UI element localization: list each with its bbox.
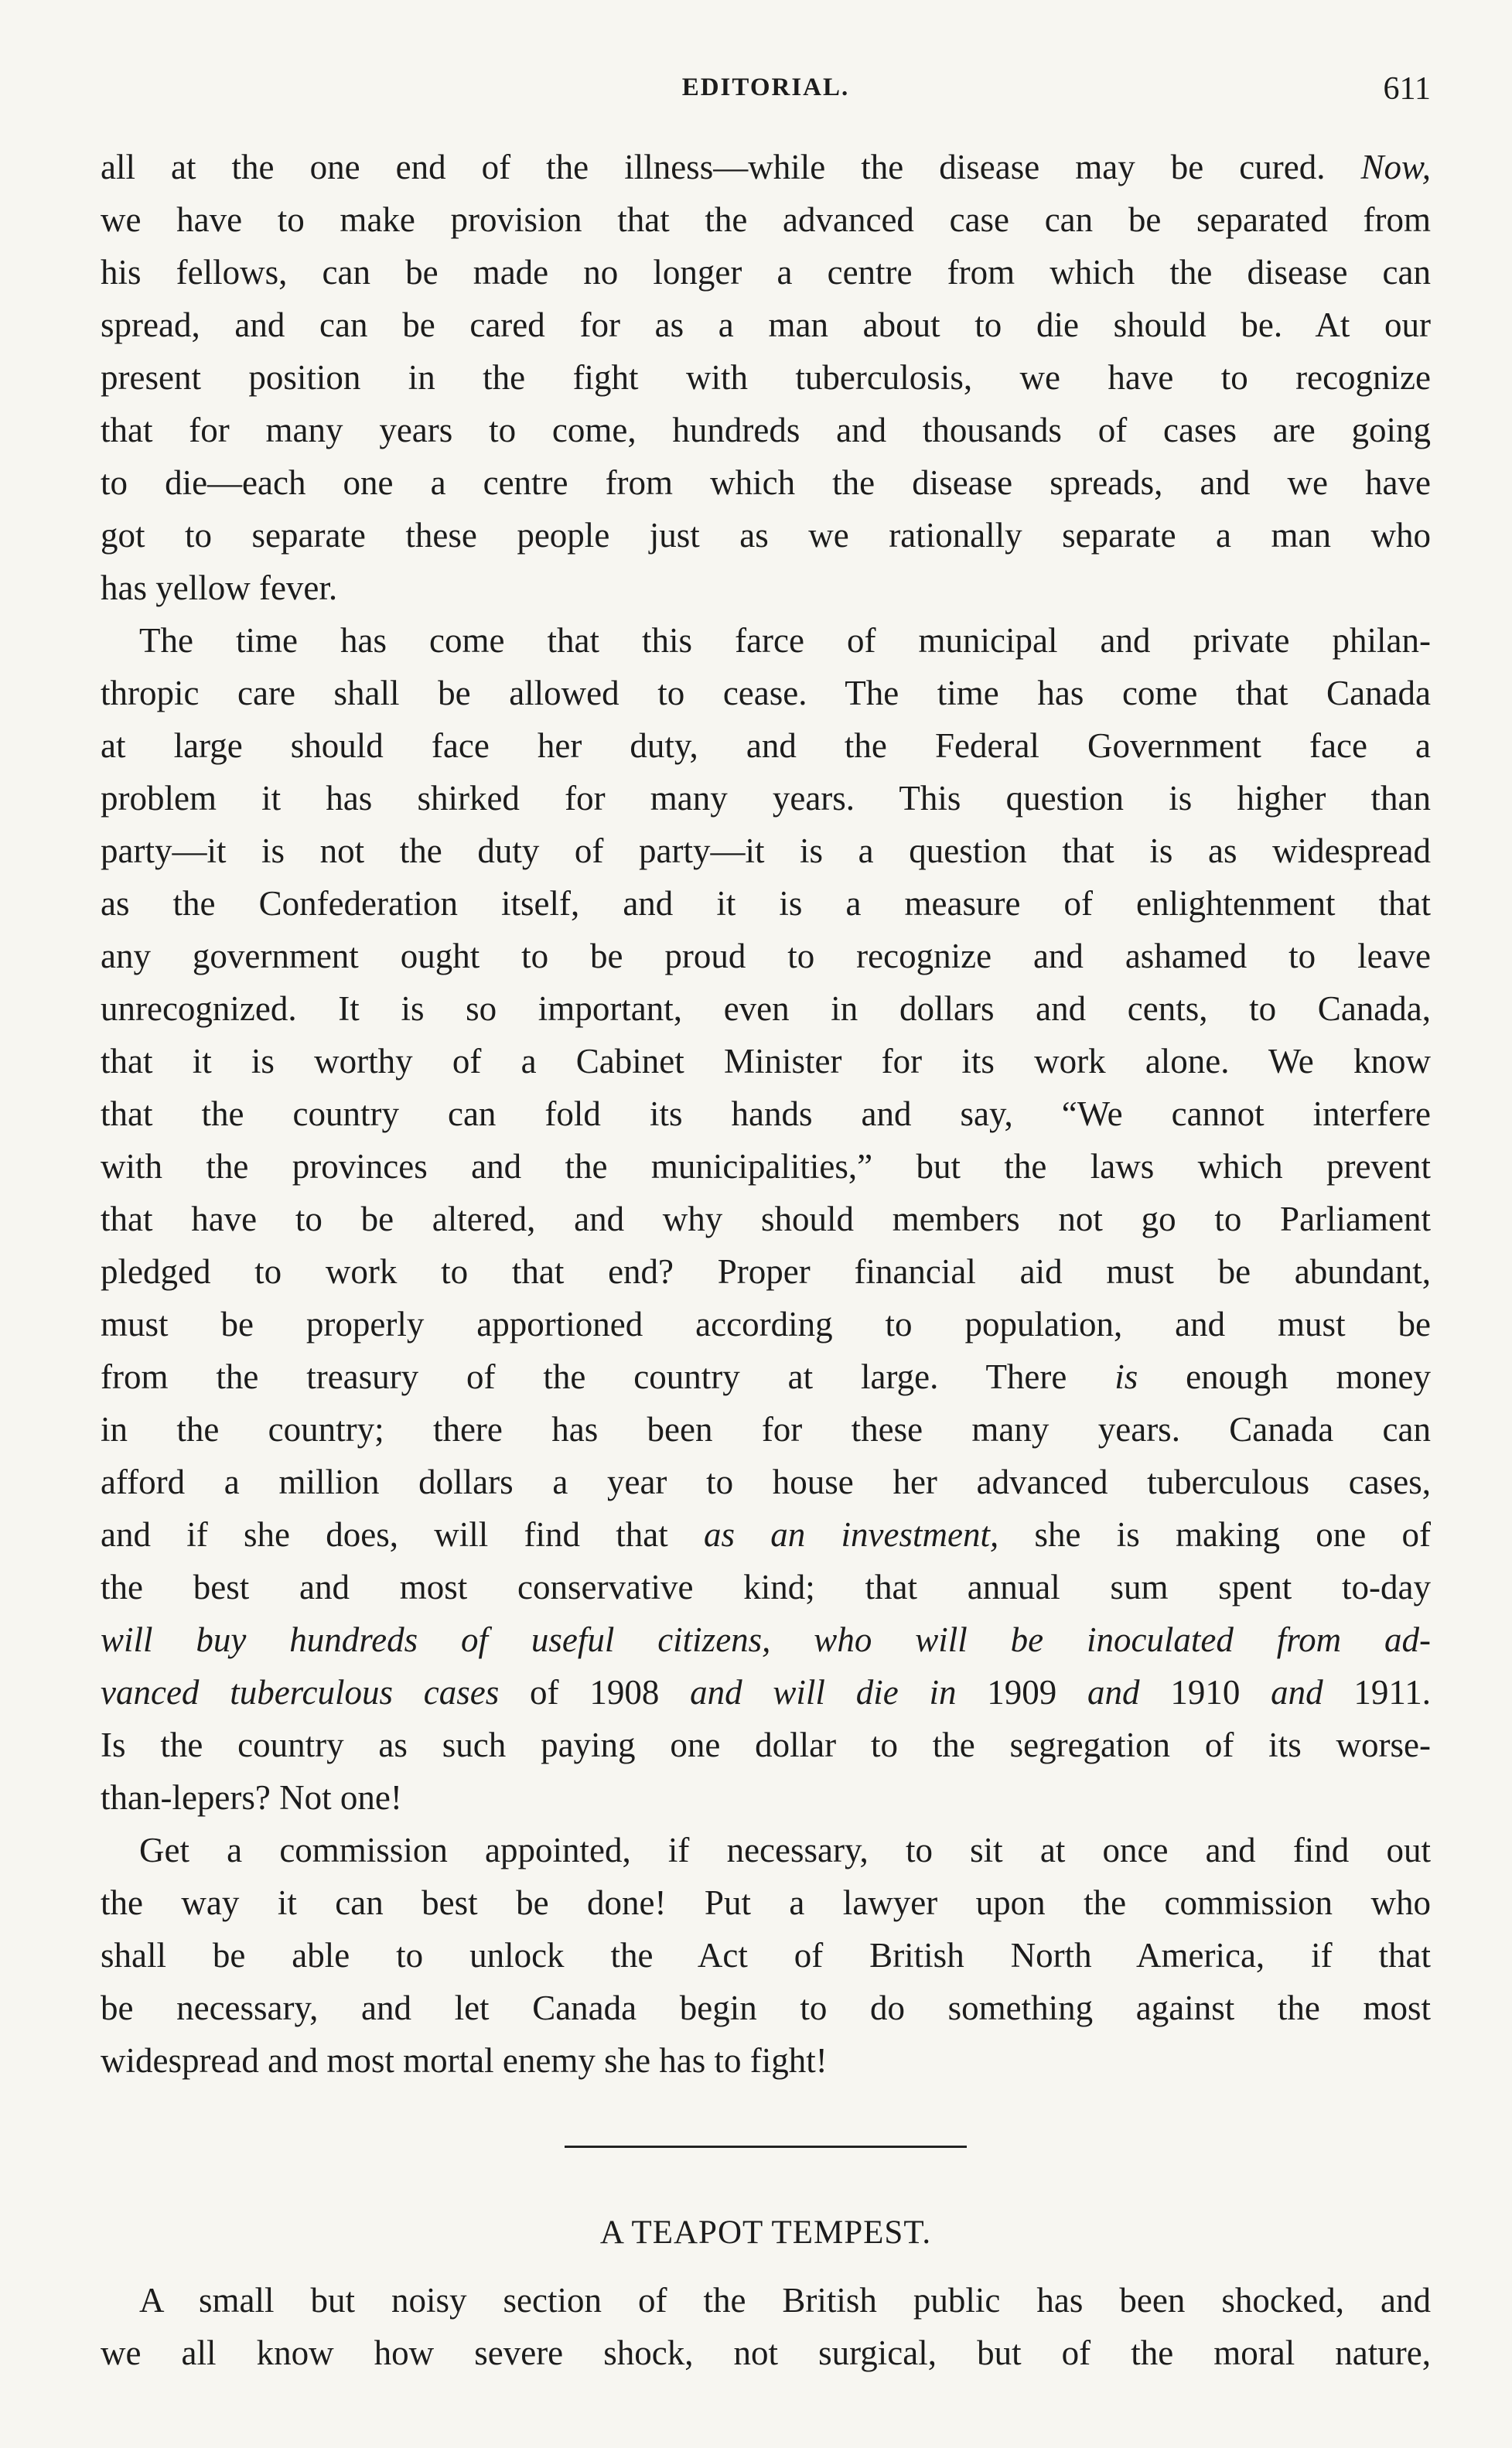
text-line: his fellows, can be made no longer a centre from which the disease can (101, 253, 1431, 292)
section-heading: A TEAPOT TEMPEST. (599, 2214, 932, 2251)
text-line: all at the one end of the illness—while the disease may be cured. Now, (101, 148, 1431, 186)
text-line: afford a million dollars a year to house her advanced tuberculous cases, (101, 1463, 1431, 1501)
text-line: to die—each one a centre from which the disease spreads, and we have (101, 463, 1431, 502)
text-line: widespread and most mortal enemy she has to fight! (101, 2041, 828, 2080)
text-line: that the country can fold its hands and say, “We cannot interfere (101, 1094, 1431, 1133)
text-line: than-lepers? Not one! (101, 1778, 402, 1817)
text-line: got to separate these people just as we rationally separate a man who (101, 516, 1431, 555)
text-line: at large should face her duty, and the Federal Government face a (101, 726, 1431, 765)
text-line: that have to be altered, and why should members not go to Parliament (101, 1200, 1431, 1238)
text-line: present position in the fight with tuberculosis, we have to recognize (101, 358, 1431, 397)
text-line: as the Confederation itself, and it is a measure of enlightenment that (101, 884, 1431, 923)
text-line: A small but noisy section of the British public has been shocked, and (139, 2281, 1431, 2320)
text-line: The time has come that this farce of municipal and private philan- (139, 621, 1431, 660)
text-line: with the provinces and the municipalities,” but the laws which prevent (101, 1147, 1431, 1186)
text-line: any government ought to be proud to recognize and ashamed to leave (101, 937, 1431, 975)
text-line: that for many years to come, hundreds and thousands of cases are going (101, 411, 1431, 449)
text-line: Is the country as such paying one dollar to the segregation of its worse- (101, 1726, 1431, 1764)
text-line: party—it is not the duty of party—it is a question that is as widespread (101, 831, 1431, 870)
text-line: pledged to work to that end? Proper financial aid must be abundant, (101, 1252, 1431, 1291)
text-line: we have to make provision that the advanced case can be separated from (101, 200, 1431, 239)
text-line: that it is worthy of a Cabinet Minister for its work alone. We know (101, 1042, 1431, 1081)
page-number: 611 (1383, 71, 1431, 107)
text-line: thropic care shall be allowed to cease. The time has come that Canada (101, 674, 1431, 712)
text-line: from the treasury of the country at large. There is enough money (101, 1357, 1431, 1396)
text-line: unrecognized. It is so important, even in dollars and cents, to Canada, (101, 989, 1431, 1028)
text-line: spread, and can be cared for as a man about to die should be. At our (101, 306, 1431, 344)
text-line: the way it can best be done! Put a lawyer upon the commission who (101, 1883, 1431, 1922)
text-line: vanced tuberculous cases of 1908 and will die in 1909 and 1910 and 1911. (101, 1673, 1431, 1712)
text-line: must be properly apportioned according to population, and must be (101, 1305, 1431, 1343)
text-line: in the country; there has been for these many years. Canada can (101, 1410, 1431, 1449)
text-line: and if she does, will find that as an investment, she is making one of (101, 1515, 1432, 1554)
text-line: will buy hundreds of useful citizens, who will be inoculated from ad- (101, 1620, 1431, 1659)
divider-rule (565, 2146, 967, 2148)
text-line: Get a commission appointed, if necessary, to sit at once and find out (139, 1831, 1431, 1869)
text-line: has yellow fever. (101, 568, 338, 607)
running-head (101, 73, 1431, 120)
text-line: be necessary, and let Canada begin to do something against the most (101, 1989, 1431, 2027)
section-divider (101, 2087, 1431, 2192)
text-line: we all know how severe shock, not surgical, but of the moral nature, (101, 2334, 1431, 2372)
article-body (101, 141, 1431, 2379)
running-title: EDITORIAL. (681, 73, 850, 101)
text-line: problem it has shirked for many years. This question is higher than (101, 779, 1431, 818)
text-line: shall be able to unlock the Act of British North America, if that (101, 1936, 1431, 1975)
text-line: the best and most conservative kind; that annual sum spent to-day (101, 1568, 1431, 1606)
